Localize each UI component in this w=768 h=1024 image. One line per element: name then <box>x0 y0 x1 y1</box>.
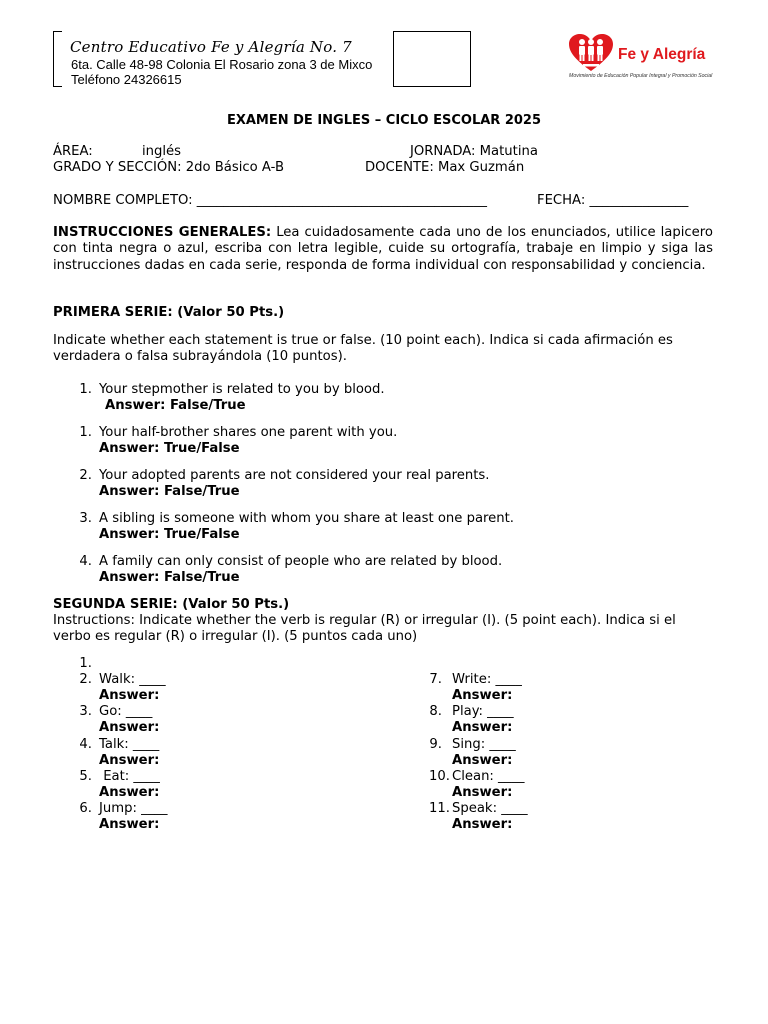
school-address: 6ta. Calle 48-98 Colonia El Rosario zona 3 de Mixco <box>71 57 373 72</box>
statement-text: Your adopted parents are not considered your real parents. <box>99 468 490 483</box>
exam-title: EXAMEN DE INGLES – CICLO ESCOLAR 2025 <box>226 113 542 128</box>
item-number: 4. <box>79 737 92 752</box>
serie2-title: SEGUNDA SERIE: (Valor 50 Pts.) <box>53 597 290 612</box>
statement-text: A sibling is someone with whom you share at least one parent. <box>99 511 515 526</box>
answer-label: Answer: <box>99 785 160 800</box>
item-number: 2. <box>79 468 92 483</box>
school-name: Centro Educativo Fe y Alegría No. 7 <box>70 38 352 56</box>
docente: DOCENTE: Max Guzmán <box>365 160 525 175</box>
jornada: JORNADA: Matutina <box>410 144 538 159</box>
logo-text: Fe y Alegría <box>618 46 706 63</box>
answer-label: Answer: <box>99 720 160 735</box>
answer-label: Answer: <box>452 753 513 768</box>
header-frame-right <box>393 31 471 87</box>
answer-option[interactable]: Answer: True/False <box>99 441 240 456</box>
verb-text[interactable]: Sing: ____ <box>452 737 516 752</box>
answer-label: Answer: <box>99 688 160 703</box>
item-number: 3. <box>79 704 92 719</box>
area-label: ÁREA: <box>53 144 93 159</box>
answer-label: Answer: <box>99 753 160 768</box>
answer-label: Answer: <box>452 785 513 800</box>
item-number: 1. <box>79 382 92 397</box>
answer-option[interactable]: Answer: True/False <box>99 527 240 542</box>
logo-subtitle: Movimiento de Educación Popular Integral y Promoción Social <box>569 73 713 79</box>
serie1-instructions: Indicate whether each statement is true or false. (10 point each). Indica si cada afirmación es verdadera o falsa subrayándola (10 puntos). <box>53 333 673 365</box>
verb-text[interactable]: Speak: ____ <box>452 801 528 816</box>
item-number: 10. <box>429 769 450 784</box>
verb-text[interactable]: Write: ____ <box>452 672 522 687</box>
verb-text[interactable]: Clean: ____ <box>452 769 525 784</box>
answer-option[interactable]: Answer: False/True <box>105 398 246 413</box>
answer-option[interactable]: Answer: False/True <box>99 570 240 585</box>
item-number: 6. <box>79 801 92 816</box>
heart-children-icon <box>567 33 615 73</box>
school-phone: Teléfono 24326615 <box>71 72 182 87</box>
fe-y-alegria-logo <box>567 33 727 83</box>
answer-label: Answer: <box>452 817 513 832</box>
statement-text: Your stepmother is related to you by blood. <box>99 382 385 397</box>
answer-option[interactable]: Answer: False/True <box>99 484 240 499</box>
instructions-label: INSTRUCCIONES GENERALES: <box>53 225 272 240</box>
nombre-completo-field[interactable]: NOMBRE COMPLETO: ____________________________________________ <box>53 193 487 208</box>
area-value: inglés <box>142 144 182 159</box>
statement-text: A family can only consist of people who are related by blood. <box>99 554 503 569</box>
instructions-text: Lea cuidadosamente cada uno de los enunciados, utilice lapicero con tinta negra o azul, escriba con letra legible, cuide su ortografía, trabaje en limpio y siga las instrucciones dadas en cada serie, responda de forma individual con responsabilidad y conciencia. <box>53 225 713 273</box>
general-instructions <box>53 225 713 274</box>
empty-item-number: 1. <box>79 656 92 671</box>
verb-text[interactable]: Play: ____ <box>452 704 514 719</box>
item-number: 1. <box>79 425 92 440</box>
verb-text[interactable]: Jump: ____ <box>99 801 168 816</box>
item-number: 2. <box>79 672 92 687</box>
header-frame-left <box>53 31 62 87</box>
item-number: 7. <box>429 672 442 687</box>
verb-text[interactable]: Talk: ____ <box>99 737 160 752</box>
grado-seccion: GRADO Y SECCIÓN: 2do Básico A-B <box>53 160 284 175</box>
answer-label: Answer: <box>99 817 160 832</box>
item-number: 11. <box>429 801 450 816</box>
serie1-title: PRIMERA SERIE: (Valor 50 Pts.) <box>53 305 285 320</box>
item-number: 8. <box>429 704 442 719</box>
item-number: 4. <box>79 554 92 569</box>
fecha-field[interactable]: FECHA: _______________ <box>537 193 689 208</box>
serie2-instructions: Instructions: Indicate whether the verb is regular (R) or irregular (I). (5 point each). Indica si el verbo es regular (R) o irregular (I). (5 puntos cada uno) <box>53 613 676 645</box>
verb-text[interactable]: Go: ____ <box>99 704 153 719</box>
statement-text: Your half-brother shares one parent with you. <box>99 425 398 440</box>
item-number: 3. <box>79 511 92 526</box>
item-number: 9. <box>429 737 442 752</box>
verb-text[interactable]: Eat: ____ <box>99 769 160 784</box>
answer-label: Answer: <box>452 720 513 735</box>
item-number: 5. <box>79 769 92 784</box>
answer-label: Answer: <box>452 688 513 703</box>
verb-text[interactable]: Walk: ____ <box>99 672 166 687</box>
